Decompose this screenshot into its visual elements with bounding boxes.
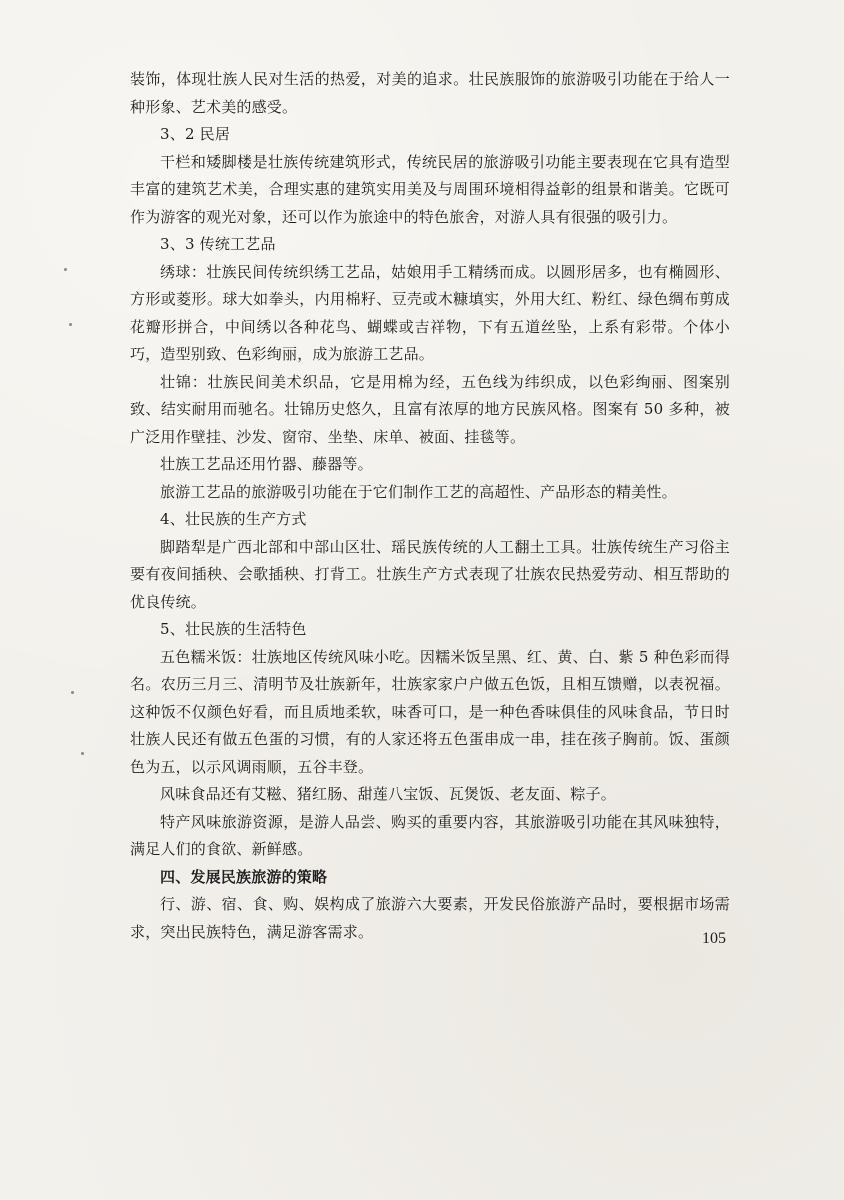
paragraph-bamboo-rattan: 壮族工艺品还用竹器、藤器等。	[160, 455, 373, 473]
scan-speck	[81, 752, 84, 755]
paragraph-costume-appeal: 装饰，体现壮族人民对生活的热爱，对美的追求。壮民族服饰的旅游吸引功能在于给人一种形象、艺术美的感受。	[130, 70, 730, 116]
paragraph-craft-appeal: 旅游工艺品的旅游吸引功能在于它们制作工艺的高超性、产品形态的精美性。	[160, 482, 677, 501]
paragraph-specialty-appeal: 特产风味旅游资源，是游人品尝、购买的重要内容，其旅游吸引功能在其风味独特，满足人们的食欲、新鲜感。	[130, 812, 730, 858]
section-heading-strategy: 四、发展民族旅游的策略	[160, 867, 328, 886]
paragraph-flavor-foods: 风味食品还有艾糍、猪红肠、甜莲八宝饭、瓦煲饭、老友面、粽子。	[160, 785, 617, 803]
paragraph-strategy: 行、游、宿、食、购、娱构成了旅游六大要素，开发民俗旅游产品时，要根据市场需求，突出民族特色，满足游客需求。	[130, 895, 730, 941]
paragraph-five-color-rice: 五色糯米饭：壮族地区传统风味小吃。因糯米饭呈黑、红、黄、白、紫 5 种色彩而得名。农历三月三、清明节及壮族新年，壮族家家户户做五色饭，且相互馈赠，以表祝福。这种饭不仅颜色好看，而且质地柔软，味香可口，是一种色香味俱佳的风味食品，节日时壮族人民还有做五色蛋的习惯，有的人家还将五色蛋串成一串，挂在孩子胸前。饭、蛋颜色为五，以示风调雨顺，五谷丰登。	[130, 647, 730, 776]
subheading-production: 4、壮民族的生产方式	[160, 510, 307, 528]
page-body	[130, 66, 730, 946]
subheading-life: 5、壮民族的生活特色	[160, 620, 307, 638]
scan-speck	[64, 268, 67, 271]
subheading-crafts: 3、3 传统工艺品	[160, 235, 276, 253]
paragraph-embroidered-ball: 绣球：壮族民间传统织绣工艺品，姑娘用手工精绣而成。以圆形居多，也有椭圆形、方形或菱形。球大如拳头，内用棉籽、豆壳或木糠填实，外用大红、粉红、绿色绸布剪成花瓣形拼合，中间绣以各种花鸟、蝴蝶或吉祥物，下有五道丝坠，上系有彩带。个体小巧，造型别致、色彩绚丽，成为旅游工艺品。	[130, 262, 730, 363]
paragraph-dwellings: 干栏和矮脚楼是壮族传统建筑形式，传统民居的旅游吸引功能主要表现在它具有造型丰富的建筑艺术美，合理实惠的建筑实用美及与周围环境相得益彰的组景和谐美。它既可作为游客的观光对象，还可以作为旅途中的特色旅舍，对游人具有很强的吸引力。	[130, 152, 730, 226]
subheading-dwellings: 3、2 民居	[160, 125, 231, 143]
scan-speck	[71, 691, 74, 694]
scan-speck	[69, 323, 72, 326]
paragraph-zhuang-brocade: 壮锦：壮族民间美术织品，它是用棉为经，五色线为纬织成，以色彩绚丽、图案别致、结实耐用而驰名。壮锦历史悠久，且富有浓厚的地方民族风格。图案有 50 多种，被广泛用作壁挂、沙发、窗帘、坐垫、床单、被面、挂毯等。	[130, 372, 730, 446]
page-number: 105	[702, 930, 726, 947]
paragraph-production: 脚踏犁是广西北部和中部山区壮、瑶民族传统的人工翻土工具。壮族传统生产习俗主要有夜间插秧、会歌插秧、打背工。壮族生产方式表现了壮族农民热爱劳动、相互帮助的优良传统。	[130, 537, 730, 611]
